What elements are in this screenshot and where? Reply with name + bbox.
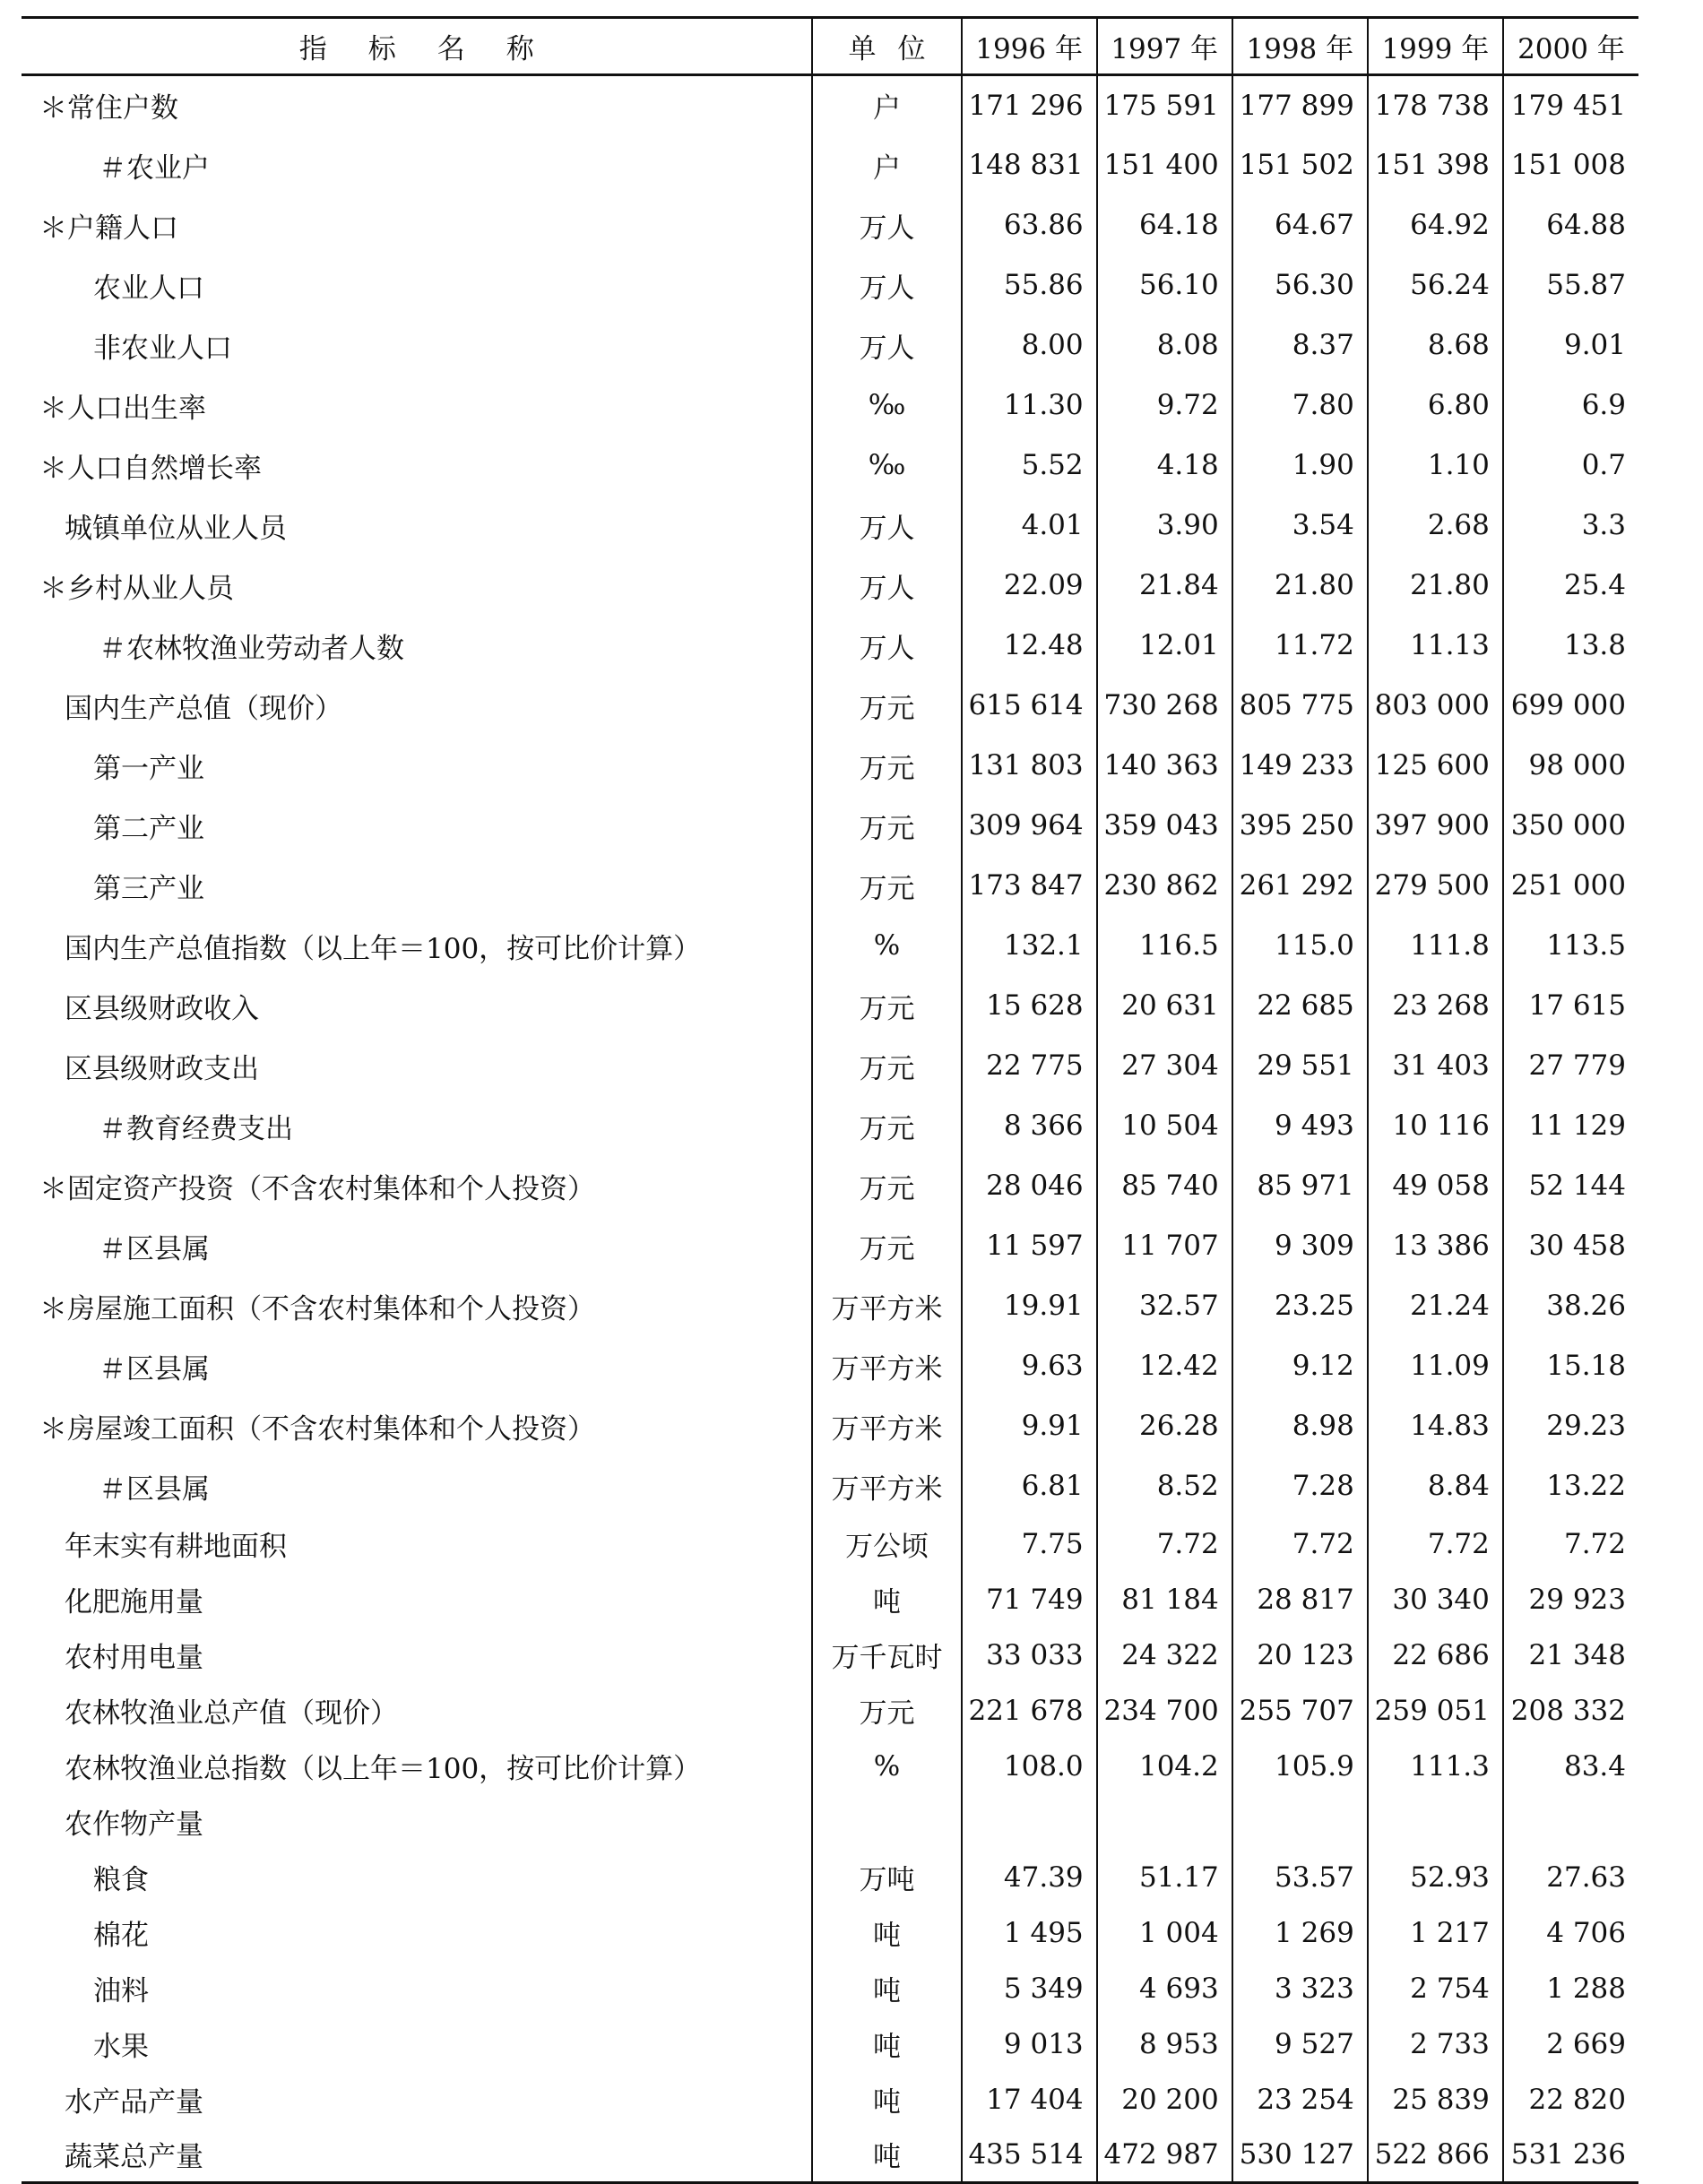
row-name: 区县级财政支出 (65, 1052, 259, 1085)
row-value: 208 332 (1503, 1683, 1638, 1739)
row-value: 116.5 (1097, 916, 1232, 976)
row-value: 8.84 (1368, 1456, 1503, 1516)
row-value: 1.10 (1368, 436, 1503, 496)
row-value: 22 685 (1232, 976, 1368, 1036)
row-unit: 吨 (812, 1961, 961, 2016)
row-unit: % (812, 916, 961, 976)
row-value: 10 116 (1368, 1096, 1503, 1156)
row-unit: 万吨 (812, 1850, 961, 1905)
row-value: 615 614 (962, 676, 1097, 736)
row-value: 28 817 (1232, 1572, 1368, 1627)
row-name: 农林牧渔业总指数（以上年＝100，按可比价计算） (65, 1753, 702, 1785)
row-value: 149 233 (1232, 736, 1368, 796)
row-value: 21.84 (1097, 556, 1232, 616)
table-row (22, 496, 1638, 556)
row-value: 21.80 (1232, 556, 1368, 616)
row-value: 63.86 (962, 195, 1097, 255)
table-row (22, 976, 1638, 1036)
row-value: 8.98 (1232, 1396, 1368, 1456)
row-value: 435 514 (962, 2128, 1097, 2183)
row-value: 140 363 (1097, 736, 1232, 796)
row-value: 22 775 (962, 1036, 1097, 1096)
row-value: 26.28 (1097, 1396, 1232, 1456)
row-value: 803 000 (1368, 676, 1503, 736)
table-row (22, 736, 1638, 796)
row-value: 9 527 (1232, 2016, 1368, 2072)
row-value: 8 366 (962, 1096, 1097, 1156)
row-name: 化肥施用量 (65, 1586, 203, 1619)
row-value: 56.10 (1097, 255, 1232, 315)
row-value: 359 043 (1097, 796, 1232, 856)
row-value: 1 495 (962, 1905, 1097, 1961)
table-row (22, 376, 1638, 436)
row-value: 730 268 (1097, 676, 1232, 736)
row-name: 棉花 (93, 1920, 149, 1952)
table-row (22, 1961, 1638, 2016)
row-value: 104.2 (1097, 1739, 1232, 1794)
row-value: 8.37 (1232, 315, 1368, 376)
row-name: ＊房屋竣工面积（不含农村集体和个人投资） (39, 1412, 595, 1446)
row-name: 水果 (93, 2031, 149, 2063)
row-value: 522 866 (1368, 2128, 1503, 2183)
row-value: 24 322 (1097, 1627, 1232, 1683)
row-value: 25.4 (1503, 556, 1638, 616)
header-year: 1998 年 (1232, 18, 1368, 75)
row-value: 151 008 (1503, 135, 1638, 195)
row-value: 83.4 (1503, 1739, 1638, 1794)
row-name: 水产品产量 (65, 2086, 203, 2119)
row-value: 7.75 (962, 1516, 1097, 1572)
row-value: 23 268 (1368, 976, 1503, 1036)
row-value: 22 686 (1368, 1627, 1503, 1683)
row-name: 第二产业 (93, 812, 204, 845)
row-value: 151 502 (1232, 135, 1368, 195)
row-value: 350 000 (1503, 796, 1638, 856)
table-row (22, 2072, 1638, 2128)
table-row (22, 315, 1638, 376)
row-value: 71 749 (962, 1572, 1097, 1627)
row-value: 6.80 (1368, 376, 1503, 436)
row-value: 221 678 (962, 1683, 1097, 1739)
row-value: 1 217 (1368, 1905, 1503, 1961)
row-unit: 万平方米 (812, 1396, 961, 1456)
row-value: 52.93 (1368, 1850, 1503, 1905)
table-body (22, 75, 1638, 2183)
table-row (22, 1336, 1638, 1396)
row-name: 第三产业 (93, 872, 204, 905)
row-value: 397 900 (1368, 796, 1503, 856)
row-value: 230 862 (1097, 856, 1232, 916)
row-value: 3.90 (1097, 496, 1232, 556)
row-unit: 户 (812, 135, 961, 195)
table-row (22, 1739, 1638, 1794)
row-value: 22 820 (1503, 2072, 1638, 2128)
table-row (22, 1850, 1638, 1905)
row-value: 171 296 (962, 75, 1097, 135)
row-value: 472 987 (1097, 2128, 1232, 2183)
row-value: 11 129 (1503, 1096, 1638, 1156)
row-value: 7.72 (1232, 1516, 1368, 1572)
table-row (22, 436, 1638, 496)
row-value: 3 323 (1232, 1961, 1368, 2016)
row-value: 173 847 (962, 856, 1097, 916)
row-value: 52 144 (1503, 1156, 1638, 1216)
row-value: 20 123 (1232, 1627, 1368, 1683)
row-value (962, 1794, 1097, 1850)
row-value: 98 000 (1503, 736, 1638, 796)
row-value: 47.39 (962, 1850, 1097, 1905)
row-value: 1 288 (1503, 1961, 1638, 2016)
row-value: 3.54 (1232, 496, 1368, 556)
row-value: 9.72 (1097, 376, 1232, 436)
row-value: 64.18 (1097, 195, 1232, 255)
row-unit: 户 (812, 75, 961, 135)
row-value: 111.3 (1368, 1739, 1503, 1794)
row-value: 29 551 (1232, 1036, 1368, 1096)
table-row (22, 195, 1638, 255)
row-value: 12.42 (1097, 1336, 1232, 1396)
row-value: 30 340 (1368, 1572, 1503, 1627)
table-row (22, 1516, 1638, 1572)
row-value: 22.09 (962, 556, 1097, 616)
row-name: ＃区县属 (99, 1232, 210, 1265)
row-value: 17 615 (1503, 976, 1638, 1036)
row-value: 11.09 (1368, 1336, 1503, 1396)
row-value: 21.80 (1368, 556, 1503, 616)
row-value: 29 923 (1503, 1572, 1638, 1627)
row-name: 国内生产总值指数（以上年＝100，按可比价计算） (65, 932, 702, 965)
row-unit (812, 1794, 961, 1850)
row-value: 259 051 (1368, 1683, 1503, 1739)
header-year: 1996 年 (962, 18, 1097, 75)
row-name: ＊乡村从业人员 (39, 572, 234, 605)
table-row (22, 1456, 1638, 1516)
row-value: 0.7 (1503, 436, 1638, 496)
table-row (22, 135, 1638, 195)
table-row (22, 1627, 1638, 1683)
row-name: 区县级财政收入 (65, 992, 259, 1025)
row-value: 15.18 (1503, 1336, 1638, 1396)
row-unit: 万元 (812, 976, 961, 1036)
row-unit: 万元 (812, 1216, 961, 1276)
row-unit: 万元 (812, 1096, 961, 1156)
row-value: 31 403 (1368, 1036, 1503, 1096)
row-value: 6.81 (962, 1456, 1097, 1516)
row-value: 2.68 (1368, 496, 1503, 556)
row-value: 131 803 (962, 736, 1097, 796)
row-value: 33 033 (962, 1627, 1097, 1683)
row-value: 11.13 (1368, 616, 1503, 676)
row-value: 132.1 (962, 916, 1097, 976)
row-unit: ‰ (812, 376, 961, 436)
row-name: ＃农林牧渔业劳动者人数 (99, 632, 404, 665)
row-value: 4 693 (1097, 1961, 1232, 2016)
row-value: 27 779 (1503, 1036, 1638, 1096)
row-value: 5 349 (962, 1961, 1097, 2016)
row-value: 9.01 (1503, 315, 1638, 376)
table-row (22, 2016, 1638, 2072)
row-unit: 万元 (812, 856, 961, 916)
row-value: 13.8 (1503, 616, 1638, 676)
row-name: ＊人口自然增长率 (39, 452, 262, 485)
row-value: 9.12 (1232, 1336, 1368, 1396)
row-value: 1 004 (1097, 1905, 1232, 1961)
table-row (22, 75, 1638, 135)
row-value (1097, 1794, 1232, 1850)
row-value: 531 236 (1503, 2128, 1638, 2183)
row-value: 51.17 (1097, 1850, 1232, 1905)
row-value: 15 628 (962, 976, 1097, 1036)
row-value: 151 398 (1368, 135, 1503, 195)
row-value: 49 058 (1368, 1156, 1503, 1216)
row-value: 108.0 (962, 1739, 1097, 1794)
table-header (22, 18, 1638, 75)
row-value: 27 304 (1097, 1036, 1232, 1096)
row-value: 125 600 (1368, 736, 1503, 796)
row-name: 农作物产量 (65, 1808, 203, 1841)
row-value: 64.67 (1232, 195, 1368, 255)
statistics-table (22, 16, 1638, 2184)
table-row (22, 2128, 1638, 2183)
header-year: 2000 年 (1503, 18, 1638, 75)
row-name: 第一产业 (93, 752, 204, 785)
row-value: 14.83 (1368, 1396, 1503, 1456)
row-value: 805 775 (1232, 676, 1368, 736)
row-name: ＊常住户数 (39, 92, 178, 125)
row-value: 7.72 (1368, 1516, 1503, 1572)
row-value: 23.25 (1232, 1276, 1368, 1336)
row-name: 粮食 (93, 1864, 149, 1896)
row-value: 3.3 (1503, 496, 1638, 556)
row-name: ＊人口出生率 (39, 392, 206, 425)
row-unit: 万元 (812, 1156, 961, 1216)
row-value: 56.24 (1368, 255, 1503, 315)
row-value (1232, 1794, 1368, 1850)
header-row (22, 18, 1638, 75)
row-value: 8.08 (1097, 315, 1232, 376)
table-row (22, 676, 1638, 736)
row-unit: 万元 (812, 676, 961, 736)
row-value: 38.26 (1503, 1276, 1638, 1336)
row-unit: 万人 (812, 556, 961, 616)
row-value: 55.86 (962, 255, 1097, 315)
row-name: 农业人口 (93, 272, 204, 305)
header-indicator-name: 指标名称 (22, 18, 812, 75)
table-row (22, 1572, 1638, 1627)
row-value: 19.91 (962, 1276, 1097, 1336)
row-value: 9 013 (962, 2016, 1097, 2072)
table-row (22, 1905, 1638, 1961)
row-value: 25 839 (1368, 2072, 1503, 2128)
table-row (22, 1683, 1638, 1739)
row-value: 4.01 (962, 496, 1097, 556)
row-value: 251 000 (1503, 856, 1638, 916)
row-unit: 吨 (812, 1905, 961, 1961)
row-name: ＃区县属 (99, 1472, 210, 1506)
row-value: 56.30 (1232, 255, 1368, 315)
header-year: 1997 年 (1097, 18, 1232, 75)
row-value: 64.92 (1368, 195, 1503, 255)
row-name: ＃区县属 (99, 1352, 210, 1386)
table-row (22, 1216, 1638, 1276)
row-value: 113.5 (1503, 916, 1638, 976)
row-value: 178 738 (1368, 75, 1503, 135)
row-value: 29.23 (1503, 1396, 1638, 1456)
row-value: 64.88 (1503, 195, 1638, 255)
row-value: 151 400 (1097, 135, 1232, 195)
row-name: 城镇单位从业人员 (65, 512, 287, 545)
row-value: 55.87 (1503, 255, 1638, 315)
row-name: ＊房屋施工面积（不含农村集体和个人投资） (39, 1292, 595, 1325)
row-value: 13.22 (1503, 1456, 1638, 1516)
row-value: 20 200 (1097, 2072, 1232, 2128)
table-row (22, 255, 1638, 315)
row-value: 8.68 (1368, 315, 1503, 376)
row-value: 27.63 (1503, 1850, 1638, 1905)
row-value: 4 706 (1503, 1905, 1638, 1961)
row-value: 9.91 (962, 1396, 1097, 1456)
row-value: 309 964 (962, 796, 1097, 856)
row-name: 年末实有耕地面积 (65, 1531, 287, 1563)
row-value: 2 754 (1368, 1961, 1503, 2016)
row-name: 农林牧渔业总产值（现价） (65, 1697, 398, 1730)
row-value: 5.52 (962, 436, 1097, 496)
table-row (22, 1396, 1638, 1456)
row-value: 279 500 (1368, 856, 1503, 916)
row-name: 农村用电量 (65, 1642, 203, 1674)
row-value: 8.00 (962, 315, 1097, 376)
row-name: 非农业人口 (93, 332, 232, 365)
row-unit: 万元 (812, 796, 961, 856)
row-value: 81 184 (1097, 1572, 1232, 1627)
row-name: 油料 (93, 1975, 149, 2007)
row-unit: ‰ (812, 436, 961, 496)
row-value: 85 740 (1097, 1156, 1232, 1216)
row-value: 11.72 (1232, 616, 1368, 676)
row-value: 53.57 (1232, 1850, 1368, 1905)
row-value: 255 707 (1232, 1683, 1368, 1739)
row-value: 530 127 (1232, 2128, 1368, 2183)
row-unit: 万公顷 (812, 1516, 961, 1572)
table-row (22, 1156, 1638, 1216)
row-unit: 万元 (812, 1683, 961, 1739)
row-value: 234 700 (1097, 1683, 1232, 1739)
row-name: 蔬菜总产量 (22, 2128, 812, 2183)
table-row (22, 616, 1638, 676)
row-value: 28 046 (962, 1156, 1097, 1216)
table-row (22, 1276, 1638, 1336)
row-unit: 万平方米 (812, 1336, 961, 1396)
row-value: 20 631 (1097, 976, 1232, 1036)
row-value: 13 386 (1368, 1216, 1503, 1276)
row-value: 9 309 (1232, 1216, 1368, 1276)
row-value: 2 669 (1503, 2016, 1638, 2072)
row-value: 175 591 (1097, 75, 1232, 135)
row-value (1368, 1794, 1503, 1850)
row-unit: 万人 (812, 195, 961, 255)
row-value: 395 250 (1232, 796, 1368, 856)
row-value: 11.30 (962, 376, 1097, 436)
header-year: 1999 年 (1368, 18, 1503, 75)
row-value: 6.9 (1503, 376, 1638, 436)
row-value: 32.57 (1097, 1276, 1232, 1336)
row-value: 7.72 (1503, 1516, 1638, 1572)
row-value: 8.52 (1097, 1456, 1232, 1516)
row-name: ＃农业户 (99, 151, 210, 185)
table-row (22, 916, 1638, 976)
row-name: ＃教育经费支出 (99, 1112, 293, 1145)
row-name: 国内生产总值（现价） (65, 692, 342, 725)
row-value: 21.24 (1368, 1276, 1503, 1336)
row-value: 23 254 (1232, 2072, 1368, 2128)
row-unit: 万平方米 (812, 1276, 961, 1336)
row-unit: 万元 (812, 736, 961, 796)
row-value: 9.63 (962, 1336, 1097, 1396)
row-unit: % (812, 1739, 961, 1794)
row-value: 10 504 (1097, 1096, 1232, 1156)
row-value: 115.0 (1232, 916, 1368, 976)
row-unit: 万千瓦时 (812, 1627, 961, 1683)
row-value: 9 493 (1232, 1096, 1368, 1156)
row-value (1503, 1794, 1638, 1850)
table-row (22, 1036, 1638, 1096)
row-unit: 万平方米 (812, 1456, 961, 1516)
row-value: 11 707 (1097, 1216, 1232, 1276)
row-unit: 万人 (812, 496, 961, 556)
row-value: 177 899 (1232, 75, 1368, 135)
row-unit: 万人 (812, 315, 961, 376)
row-value: 699 000 (1503, 676, 1638, 736)
row-value: 30 458 (1503, 1216, 1638, 1276)
table-row (22, 1794, 1638, 1850)
row-value: 11 597 (962, 1216, 1097, 1276)
row-value: 2 733 (1368, 2016, 1503, 2072)
row-unit: 吨 (812, 1572, 961, 1627)
row-unit: 万人 (812, 616, 961, 676)
row-value: 8 953 (1097, 2016, 1232, 2072)
table-row (22, 556, 1638, 616)
row-unit: 吨 (812, 2016, 961, 2072)
row-unit: 吨 (812, 2072, 961, 2128)
row-value: 7.80 (1232, 376, 1368, 436)
row-value: 148 831 (962, 135, 1097, 195)
row-value: 1.90 (1232, 436, 1368, 496)
row-value: 7.28 (1232, 1456, 1368, 1516)
row-value: 85 971 (1232, 1156, 1368, 1216)
row-value: 111.8 (1368, 916, 1503, 976)
table-row (22, 1096, 1638, 1156)
table-row (22, 796, 1638, 856)
row-name: ＊户籍人口 (39, 211, 178, 245)
row-value: 17 404 (962, 2072, 1097, 2128)
row-value: 4.18 (1097, 436, 1232, 496)
row-value: 105.9 (1232, 1739, 1368, 1794)
row-name: ＊固定资产投资（不含农村集体和个人投资） (39, 1172, 595, 1205)
row-unit: 吨 (812, 2128, 961, 2183)
row-value: 12.48 (962, 616, 1097, 676)
row-value: 179 451 (1503, 75, 1638, 135)
header-unit: 单位 (812, 18, 961, 75)
row-value: 12.01 (1097, 616, 1232, 676)
row-value: 261 292 (1232, 856, 1368, 916)
row-value: 7.72 (1097, 1516, 1232, 1572)
table-row (22, 856, 1638, 916)
row-value: 21 348 (1503, 1627, 1638, 1683)
row-value: 1 269 (1232, 1905, 1368, 1961)
row-unit: 万人 (812, 255, 961, 315)
row-unit: 万元 (812, 1036, 961, 1096)
